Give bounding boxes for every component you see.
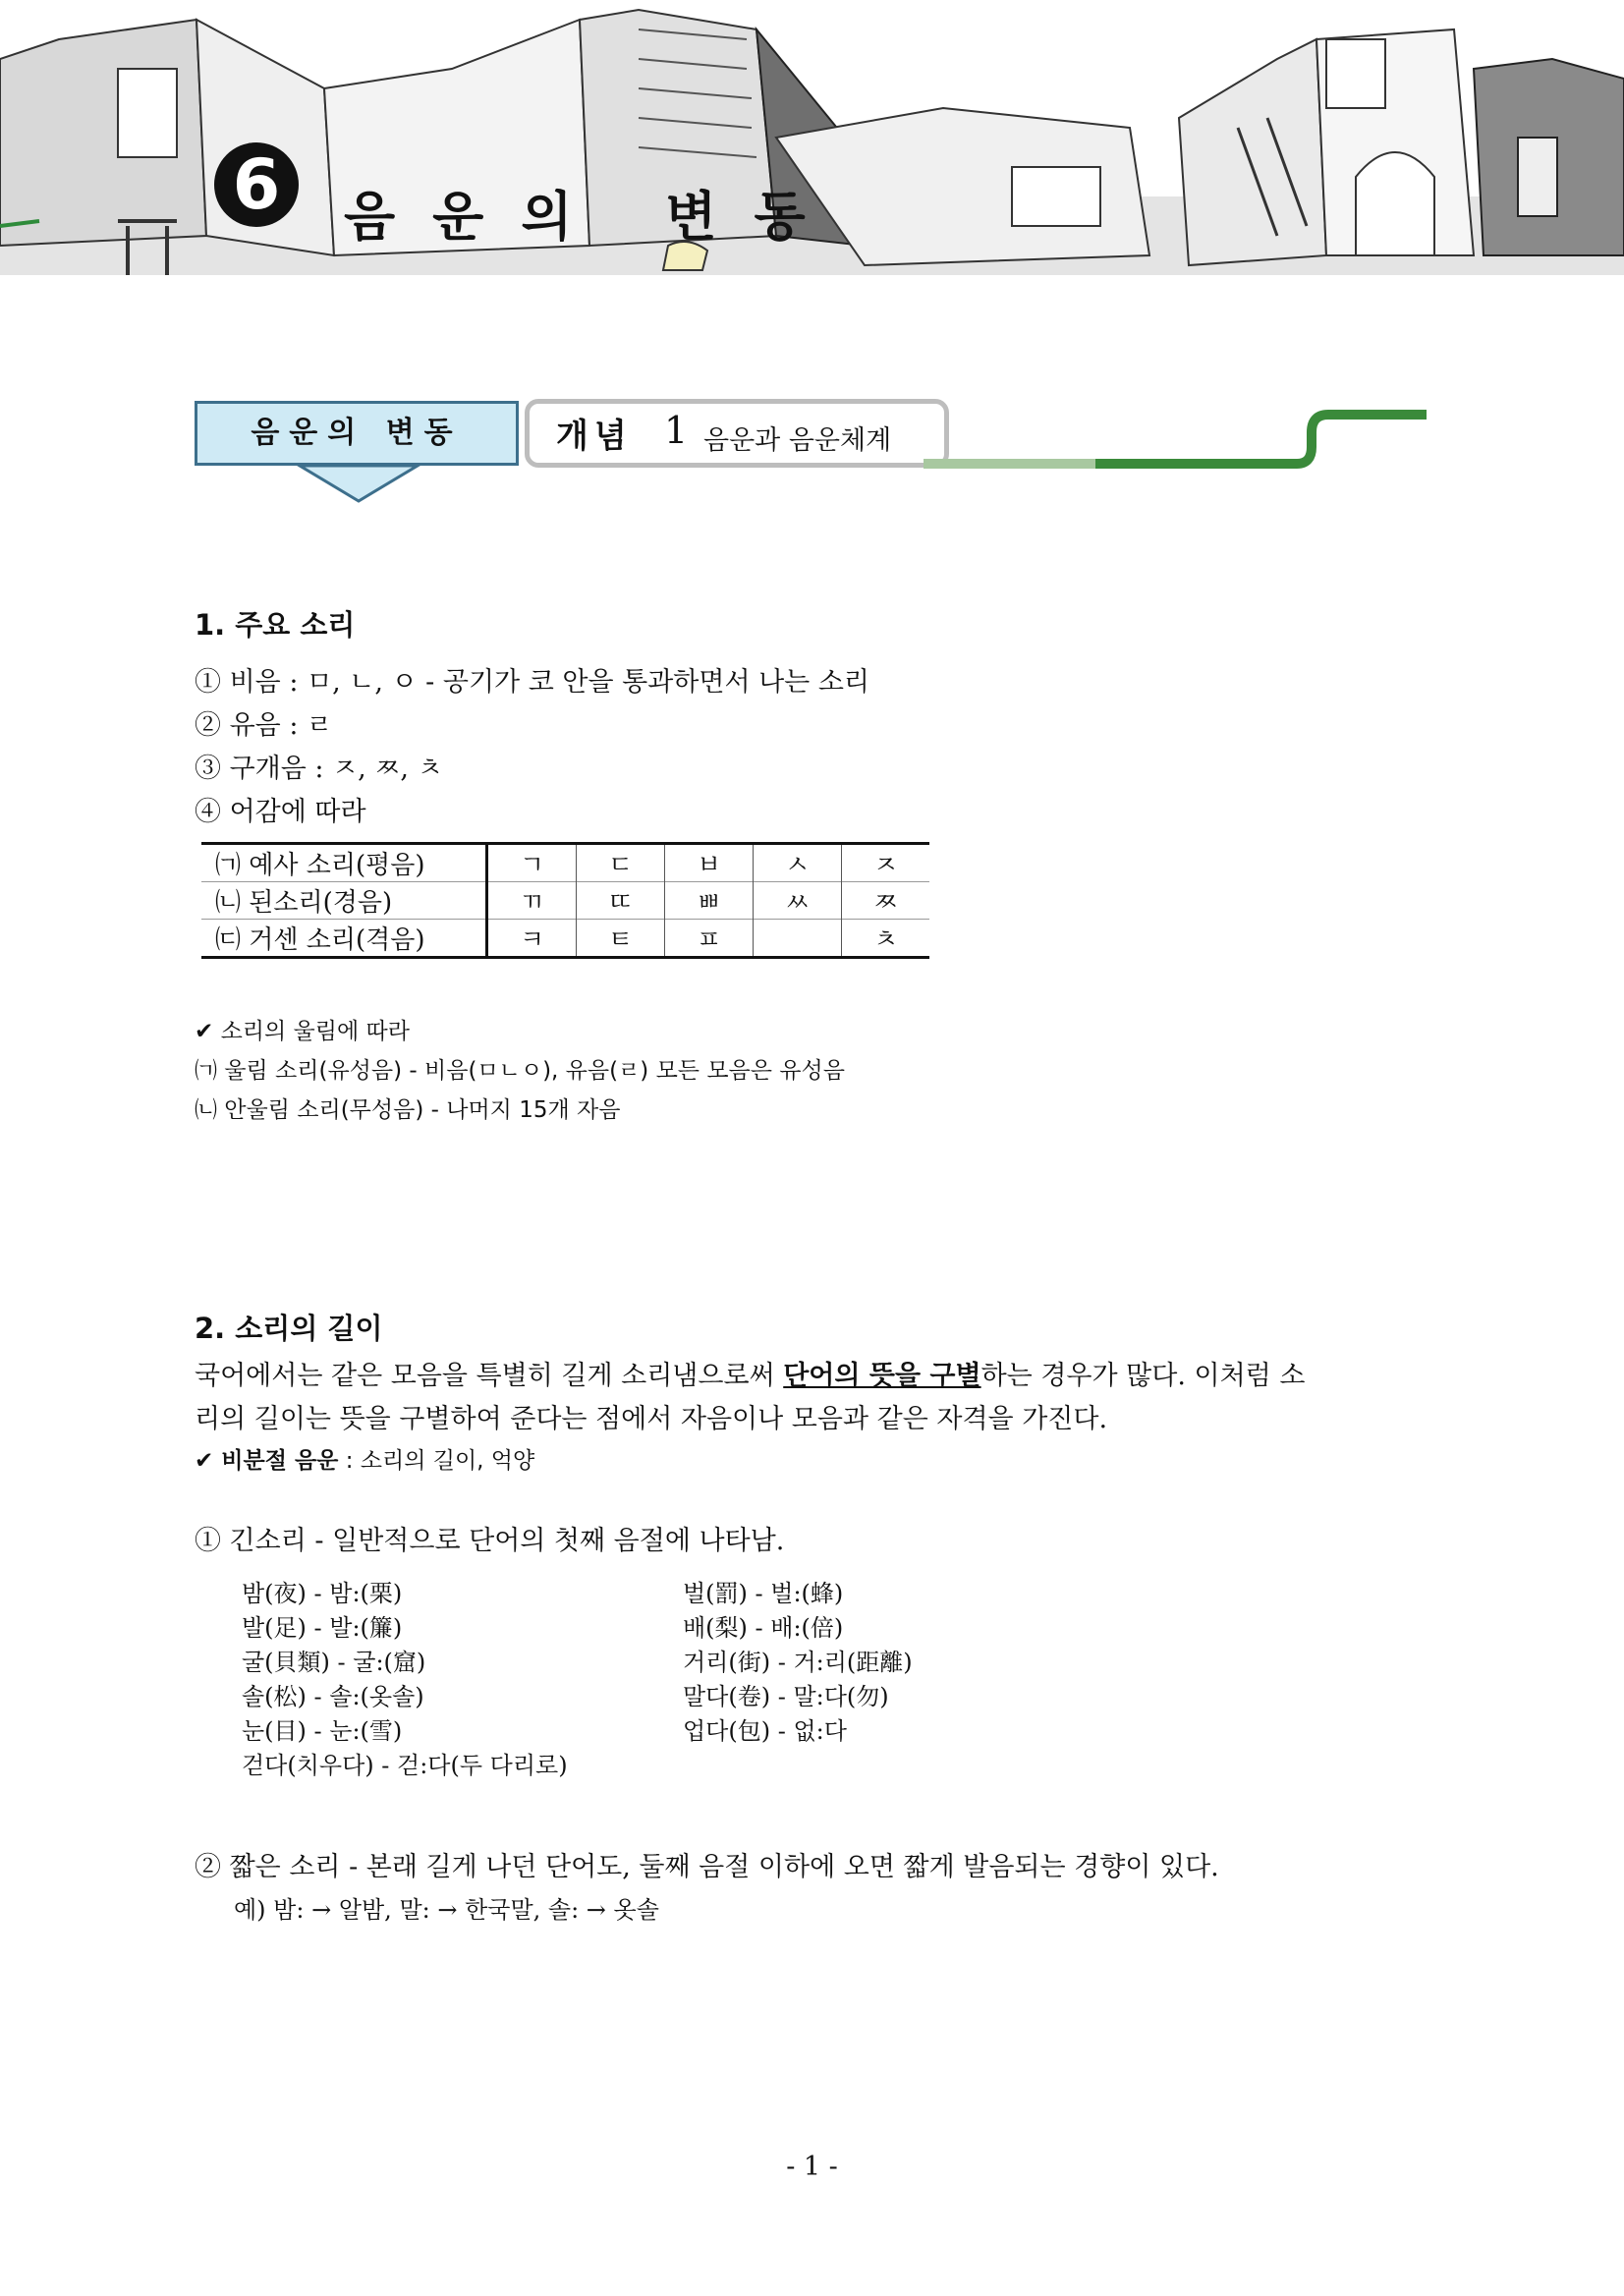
table-cell: ㅌ xyxy=(577,920,665,958)
table-cell: ㅆ xyxy=(754,882,842,920)
long-pair-right-1: 벌(罰) - 벌:(蜂) xyxy=(683,1580,844,1607)
long-pair-left-5: 눈(目) - 눈:(雪) xyxy=(242,1717,403,1745)
section1-item-4: ④ 어감에 따라 xyxy=(195,797,366,827)
nonsegmental-note xyxy=(195,1442,534,1475)
down-arrow-icon xyxy=(295,466,422,505)
section1-title: 1. 주요 소리 xyxy=(195,608,356,642)
table-cell: ㄲ xyxy=(487,882,577,920)
long-pair-right-2: 배(梨) - 배:(倍) xyxy=(683,1614,844,1642)
page-number: - 1 - xyxy=(786,2152,838,2182)
table-cell: ㄱ xyxy=(487,844,577,882)
table-cell: ㅈ xyxy=(842,844,930,882)
table-cell: ㅋ xyxy=(487,920,577,958)
table-row xyxy=(201,844,929,882)
section2-title: 2. 소리의 길이 xyxy=(195,1312,383,1345)
long-pair-left-1: 밤(夜) - 밤:(栗) xyxy=(242,1580,403,1607)
table-row-label: ㈁ 된소리(경음) xyxy=(201,882,487,920)
table-cell: ㅅ xyxy=(754,844,842,882)
table-cell: ㄸ xyxy=(577,882,665,920)
chapter-number: 6 xyxy=(214,142,299,227)
table-cell: ㄷ xyxy=(577,844,665,882)
section1-item-3: ③ 구개음 : ㅈ, ㅉ, ㅊ xyxy=(195,754,443,784)
section1-item-2: ② 유음 : ㄹ xyxy=(195,710,333,741)
voicing-note-2: ㈁ 안울림 소리(무성음) - 나머지 15개 자음 xyxy=(195,1097,621,1123)
table-cell: ㅊ xyxy=(842,920,930,958)
long-pair-left-3: 굴(貝類) - 굴:(窟) xyxy=(242,1649,426,1676)
table-row xyxy=(201,882,929,920)
voicing-note-1: ㈀ 울림 소리(유성음) - 비음(ㅁㄴㅇ), 유음(ㄹ) 모든 모음은 유성음 xyxy=(195,1058,845,1084)
table-row xyxy=(201,920,929,958)
para-text: 하는 경우가 많다. 이처럼 소 xyxy=(980,1361,1306,1391)
concept-decoration-line xyxy=(924,408,1429,476)
short-sound-example: 예) 밤: → 알밤, 말: → 한국말, 솔: → 옷솔 xyxy=(234,1896,659,1924)
concept-number: 1 xyxy=(664,409,689,452)
table-cell: ㅃ xyxy=(665,882,754,920)
header-banner xyxy=(0,0,1624,275)
table-row-label: ㈂ 거센 소리(격음) xyxy=(201,920,487,958)
consonant-table xyxy=(201,842,929,959)
table-cell: ㅂ xyxy=(665,844,754,882)
long-pair-right-3: 거리(街) - 거:리(距離) xyxy=(683,1649,913,1676)
table-cell: ㅉ xyxy=(842,882,930,920)
table-cell: ㅍ xyxy=(665,920,754,958)
concept-label: 개념 xyxy=(556,417,633,456)
voicing-note-title: ✔ 소리의 울림에 따라 xyxy=(195,1019,410,1044)
chapter-title: 음운의 변동 xyxy=(344,186,843,248)
long-pair-left-2: 발(足) - 발:(簾) xyxy=(242,1614,403,1642)
note-bold: ✔ 비분절 음운 xyxy=(195,1448,339,1474)
section1-item-1: ① 비음 : ㅁ, ㄴ, ㅇ - 공기가 코 안을 통과하면서 나는 소리 xyxy=(195,667,870,698)
para-emphasis: 단어의 뜻을 구별 xyxy=(783,1361,981,1391)
section2-paragraph-line-2: 리의 길이는 뜻을 구별하여 준다는 점에서 자음이나 모음과 같은 자격을 가진다. xyxy=(195,1404,1108,1434)
long-pair-left-6: 걷다(치우다) - 걷:다(두 다리로) xyxy=(242,1752,568,1779)
long-pair-right-5: 업다(包) - 없:다 xyxy=(683,1717,847,1745)
concept-category-box: 음운의 변동 xyxy=(195,401,519,466)
para-text: 국어에서는 같은 모음을 특별히 길게 소리냄으로써 xyxy=(195,1361,784,1391)
long-pair-left-4: 솔(松) - 솔:(옷솔) xyxy=(242,1683,424,1710)
concept-subtitle: 음운과 음운체계 xyxy=(703,425,892,456)
table-cell xyxy=(754,920,842,958)
short-sound-title: ② 짧은 소리 - 본래 길게 나던 단어도, 둘째 음절 이하에 오면 짧게 발음되는 경향이 있다. xyxy=(195,1852,1219,1882)
note-text: : 소리의 길이, 억양 xyxy=(338,1448,535,1474)
long-sound-title: ① 긴소리 - 일반적으로 단어의 첫째 음절에 나타남. xyxy=(195,1526,785,1556)
long-pair-right-4: 말다(卷) - 말:다(勿) xyxy=(683,1683,889,1710)
table-row-label: ㈀ 예사 소리(평음) xyxy=(201,844,487,882)
section2-paragraph-line-1 xyxy=(195,1354,1305,1392)
